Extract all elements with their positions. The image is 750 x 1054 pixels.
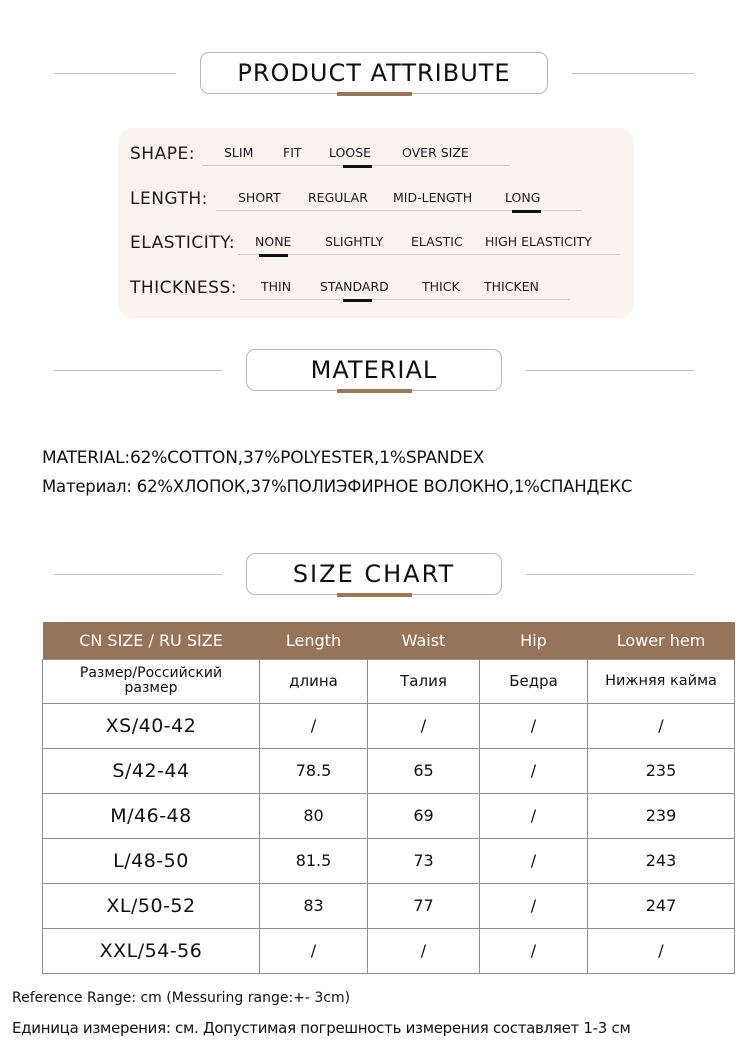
cell-lower-hem: / xyxy=(588,703,735,748)
table-row xyxy=(43,928,735,973)
selected-marker xyxy=(512,210,541,213)
attribute-option-selected: LOOSE xyxy=(329,145,372,160)
attribute-option-selected: NONE xyxy=(255,234,292,249)
cell-hip: / xyxy=(480,703,588,748)
cell-lower-hem: 243 xyxy=(588,838,735,883)
divider-line xyxy=(526,370,694,371)
attribute-line xyxy=(240,299,570,300)
selected-marker xyxy=(259,254,288,257)
attribute-option: OVER SIZE xyxy=(402,145,469,160)
selected-marker xyxy=(343,299,372,302)
cell-lower-hem: / xyxy=(588,928,735,973)
attribute-line xyxy=(238,254,620,255)
header-waist: Waist xyxy=(368,622,480,659)
cell-length: 80 xyxy=(260,793,368,838)
cell-waist: 65 xyxy=(368,748,480,793)
cell-lower-hem: 235 xyxy=(588,748,735,793)
cell-lower-hem: 247 xyxy=(588,883,735,928)
ru-header-size-text: Размер/Российский размер xyxy=(79,665,223,696)
ru-header-waist: Талия xyxy=(368,659,480,703)
ru-header-lower-hem: Нижняя кайма xyxy=(588,659,735,703)
table-row xyxy=(43,838,735,883)
attribute-option: MID-LENGTH xyxy=(393,190,473,205)
table-row xyxy=(43,793,735,838)
cell-size: S/42-44 xyxy=(43,748,260,793)
section-title-text: PRODUCT ATTRIBUTE xyxy=(237,59,511,87)
section-title-product-attribute xyxy=(200,52,548,94)
attribute-option: ELASTIC xyxy=(411,234,463,249)
cell-hip: / xyxy=(480,838,588,883)
cell-hip: / xyxy=(480,883,588,928)
material-english: MATERIAL:62%COTTON,37%POLYESTER,1%SPANDEX xyxy=(42,448,485,468)
ru-header-length: длина xyxy=(260,659,368,703)
attribute-option: SLIGHTLY xyxy=(325,234,384,249)
divider-line xyxy=(54,370,222,371)
material-russian: Материал: 62%ХЛОПОК,37%ПОЛИЭФИРНОЕ ВОЛОКНО,1%СПАНДЕКС xyxy=(42,477,633,496)
cell-length: 78.5 xyxy=(260,748,368,793)
section-title-text: MATERIAL xyxy=(310,356,438,384)
cell-lower-hem: 239 xyxy=(588,793,735,838)
table-row xyxy=(43,883,735,928)
attribute-option-selected: LONG xyxy=(505,190,541,205)
attribute-label: SHAPE: xyxy=(130,144,195,164)
cell-hip: / xyxy=(480,748,588,793)
attribute-row-length xyxy=(130,183,610,215)
divider-line xyxy=(572,73,694,74)
attribute-option: REGULAR xyxy=(308,190,368,205)
attribute-option: THIN xyxy=(261,279,292,294)
cell-length: 81.5 xyxy=(260,838,368,883)
table-header-row xyxy=(43,622,735,659)
measurement-note-english: Reference Range: cm (Messuring range:+- 3cm) xyxy=(12,990,351,1006)
table-row xyxy=(43,748,735,793)
attribute-row-shape xyxy=(130,138,610,170)
table-row xyxy=(43,703,735,748)
attribute-option: SLIM xyxy=(224,145,254,160)
size-chart-table xyxy=(42,622,735,974)
section-title-material xyxy=(246,349,502,391)
cell-waist: 69 xyxy=(368,793,480,838)
cell-size: XS/40-42 xyxy=(43,703,260,748)
attribute-option: SHORT xyxy=(238,190,281,205)
cell-size: XL/50-52 xyxy=(43,883,260,928)
measurement-note-russian: Единица измерения: см. Допустимая погрешность измерения составляет 1-3 см xyxy=(12,1019,631,1037)
divider-line xyxy=(54,574,222,575)
divider-line xyxy=(526,574,694,575)
selected-marker xyxy=(343,165,372,168)
section-accent-bar xyxy=(337,389,412,393)
header-size: CN SIZE / RU SIZE xyxy=(43,622,260,659)
cell-size: XXL/54-56 xyxy=(43,928,260,973)
attribute-panel xyxy=(118,128,634,318)
cell-hip: / xyxy=(480,793,588,838)
attribute-option: FIT xyxy=(283,145,302,160)
header-lower-hem: Lower hem xyxy=(588,622,735,659)
section-accent-bar xyxy=(337,92,412,96)
section-title-text: SIZE CHART xyxy=(292,560,456,588)
cell-waist: / xyxy=(368,703,480,748)
attribute-label: THICKNESS: xyxy=(130,278,237,298)
section-title-size-chart xyxy=(246,553,502,595)
cell-length: / xyxy=(260,703,368,748)
header-hip: Hip xyxy=(480,622,588,659)
section-accent-bar xyxy=(337,593,412,597)
ru-header-size xyxy=(43,659,260,703)
cell-size: L/48-50 xyxy=(43,838,260,883)
divider-line xyxy=(54,73,176,74)
attribute-option: THICKEN xyxy=(484,279,539,294)
cell-waist: 77 xyxy=(368,883,480,928)
attribute-option: THICK xyxy=(422,279,460,294)
attribute-option: HIGH ELASTICITY xyxy=(485,234,592,249)
cell-waist: 73 xyxy=(368,838,480,883)
attribute-label: LENGTH: xyxy=(130,189,208,209)
ru-header-hip: Бедра xyxy=(480,659,588,703)
table-ru-header-row xyxy=(43,659,735,703)
header-length: Length xyxy=(260,622,368,659)
cell-length: / xyxy=(260,928,368,973)
cell-waist: / xyxy=(368,928,480,973)
attribute-label: ELASTICITY: xyxy=(130,233,236,253)
attribute-row-thickness xyxy=(130,272,610,304)
cell-length: 83 xyxy=(260,883,368,928)
cell-hip: / xyxy=(480,928,588,973)
attribute-row-elasticity xyxy=(130,227,630,259)
attribute-option-selected: STANDARD xyxy=(320,279,389,294)
cell-size: M/46-48 xyxy=(43,793,260,838)
